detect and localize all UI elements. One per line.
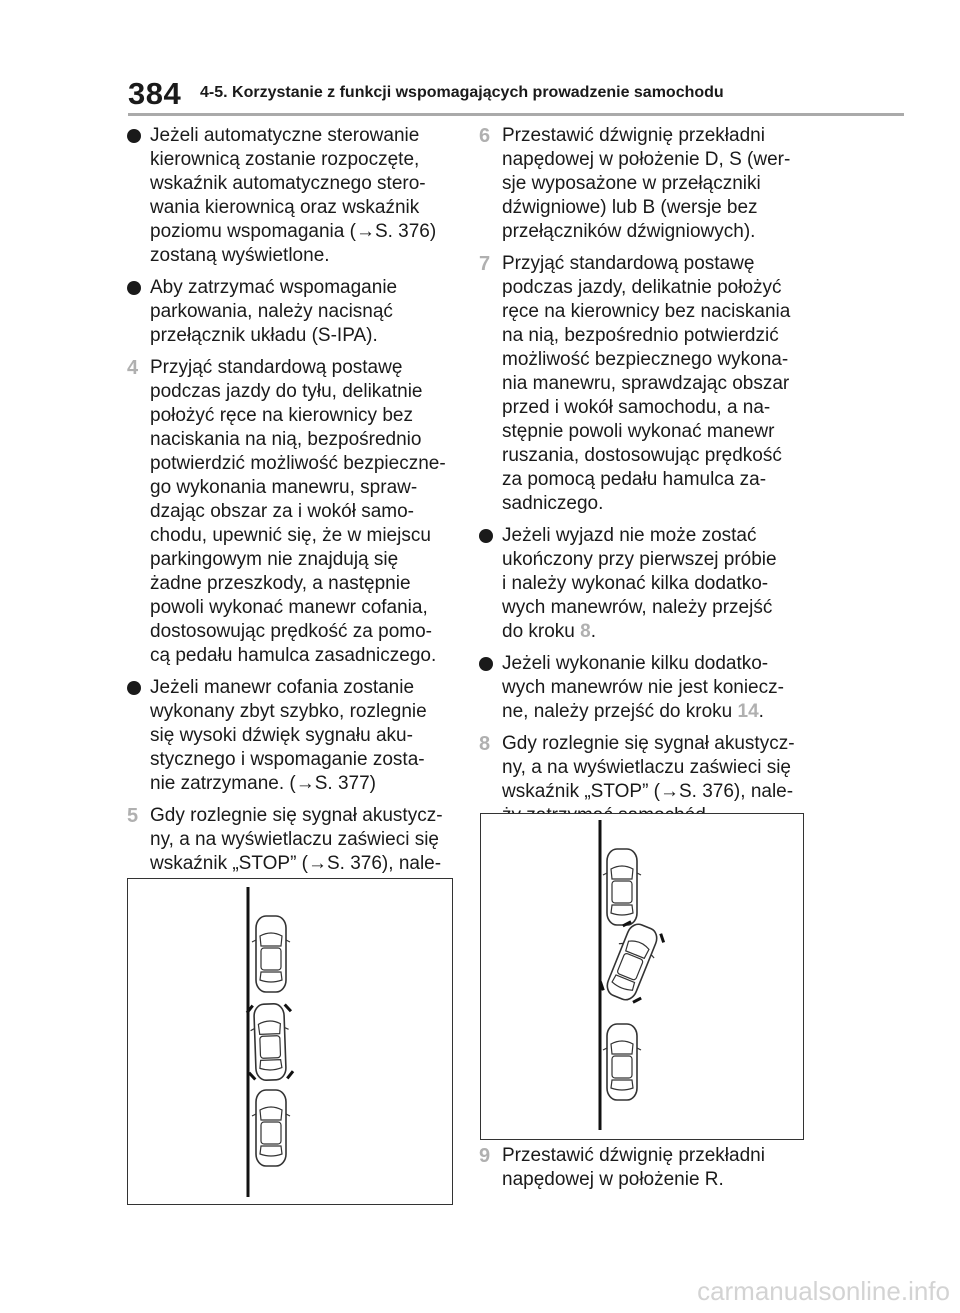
right-column-bottom bbox=[479, 1144, 805, 1200]
step-text: Przyjąć standardową postawę podczas jazdy, delikatnie położyć ręce na kierownicy bez naciskania na nią, bezpośrednio potwierdzić możliwość bezpiecznego wykona- nia manewru, sprawdzając obszar przed i wokół samochodu, a na- stępnie powoli wykonać manewr ruszania, dostosowując prędkość za pomocą pedału hamulca za- sadniczego. bbox=[502, 253, 791, 514]
bullet-item-extra-maneuvers bbox=[479, 524, 805, 644]
bullet-icon bbox=[127, 676, 141, 702]
step-number: 4 bbox=[127, 357, 139, 379]
watermark: carmanualsonline.info bbox=[697, 1276, 950, 1306]
item-text: Jeżeli wyjazd nie może zostać ukończony przy pierwszej próbie i należy wykonać kilka dodatko- wych manewrów, należy przejść do kroku 8. bbox=[502, 525, 777, 642]
item-text: Jeżeli wykonanie kilku dodatko- wych manewrów nie jest koniecz- ne, należy przejść do kroku 14. bbox=[502, 653, 784, 722]
own-car-pulling-out bbox=[597, 919, 666, 1006]
step-number: 7 bbox=[479, 253, 491, 275]
bullet-icon bbox=[127, 124, 141, 150]
chapter-title: 4-5. Korzystanie z funkcji wspomagających prowadzenie samochodu bbox=[200, 84, 724, 101]
bullet-item-not-needed bbox=[479, 652, 805, 724]
parking-diagram-illustration bbox=[481, 814, 803, 1139]
parking-figure-reverse bbox=[127, 878, 453, 1205]
step-text: Gdy rozlegnie się sygnał akustycz- ny, a na wyświetlaczu zaświeci się wskaźnik „STOP” (→S. 376), nale- bbox=[502, 733, 795, 802]
page-header bbox=[128, 78, 904, 118]
item-text: Jeżeli manewr cofania zostanie wykonany zbyt szybko, rozlegnie się wysoki dźwięk sygnału aku- stycznego i wspomaganie zosta- nie zatrzymane. (→S. 377) bbox=[150, 677, 427, 794]
parked-car-front bbox=[603, 849, 641, 925]
step-reference: 8 bbox=[580, 621, 591, 642]
bullet-icon bbox=[127, 276, 141, 302]
parked-car-rear bbox=[603, 1024, 641, 1100]
parked-car-front bbox=[252, 916, 290, 992]
left-column bbox=[127, 124, 453, 908]
step-number: 8 bbox=[479, 733, 491, 755]
step-7 bbox=[479, 252, 805, 516]
step-4 bbox=[127, 356, 453, 668]
step-text: Przyjąć standardową postawę podczas jazdy do tyłu, delikatnie położyć ręce na kierownicy bez naciskania na nią, bezpośrednio potwierdzić możliwość bezpieczne- go wykonania manewru, spraw- dzając obszar za i wokół samo- chodu, upewnić się, że w miejscu parkingowym nie znajdują się żadne przeszkody, a następnie powoli wykonać manewr cofania, dostosowując prędkość za pomo- cą pedału hamulca zasadniczego. bbox=[150, 357, 446, 666]
bullet-item-autosteer bbox=[127, 124, 453, 268]
step-number: 6 bbox=[479, 125, 491, 147]
bullet-item-reverse-fast bbox=[127, 676, 453, 796]
step-reference: 14 bbox=[737, 701, 759, 722]
page-number: 384 bbox=[128, 76, 182, 111]
parking-diagram-illustration bbox=[128, 879, 452, 1204]
bullet-item-stop-assist bbox=[127, 276, 453, 348]
parked-car-rear bbox=[252, 1090, 290, 1166]
step-text: Przestawić dźwignię przekładni napędowej w położenie R. bbox=[502, 1145, 765, 1190]
own-car-reversing bbox=[247, 1003, 294, 1080]
bullet-icon bbox=[479, 652, 493, 678]
right-column bbox=[479, 124, 805, 836]
step-6 bbox=[479, 124, 805, 244]
item-text: Aby zatrzymać wspomaganie parkowania, należy nacisnąć przełącznik układu (S-IPA). bbox=[150, 277, 398, 346]
step-9 bbox=[479, 1144, 805, 1192]
bullet-icon bbox=[479, 524, 493, 550]
item-text: Jeżeli automatyczne sterowanie kierownicą zostanie rozpoczęte, wskaźnik automatycznego stero- wania kierownicą oraz wskaźnik poziomu wspomagania (→S. 376) zostaną wyświetlone. bbox=[150, 125, 437, 266]
step-number: 9 bbox=[479, 1145, 491, 1167]
step-number: 5 bbox=[127, 805, 139, 827]
header-divider bbox=[128, 113, 904, 116]
parking-figure-forward bbox=[480, 813, 804, 1140]
step-text: Gdy rozlegnie się sygnał akustycz- ny, a na wyświetlaczu zaświeci się wskaźnik „STOP” (→S. 376), nale- bbox=[150, 805, 443, 874]
step-text: Przestawić dźwignię przekładni napędowej w położenie D, S (wer- sje wyposażone w przełączniki dźwigniowe) lub B (wersje bez przełączników dźwigniowych). bbox=[502, 125, 791, 242]
